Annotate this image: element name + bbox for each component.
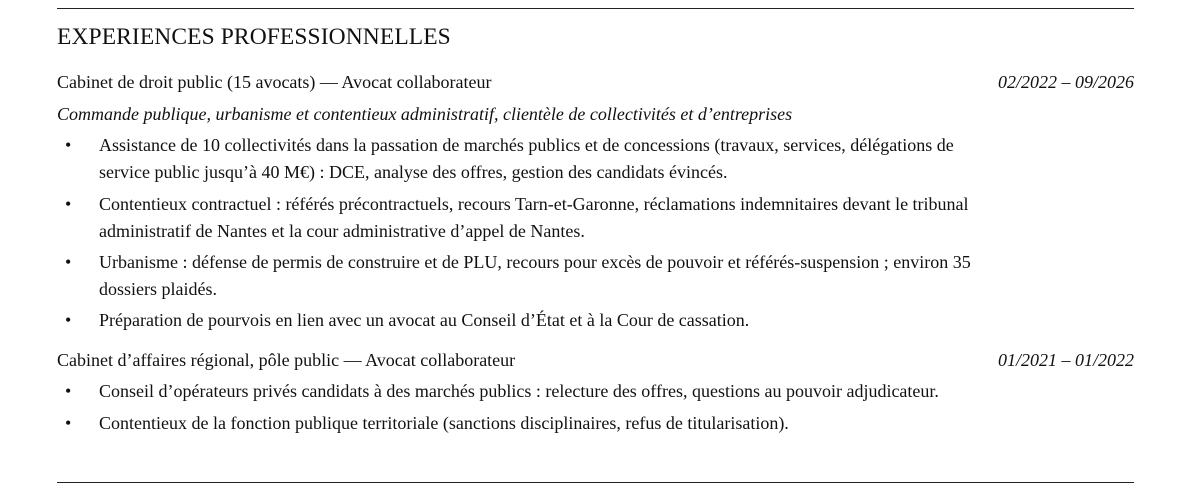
bullet-icon: • bbox=[65, 310, 72, 330]
job-bullet-list bbox=[57, 378, 997, 437]
list-item bbox=[57, 410, 997, 437]
job-dates: 02/2022 – 09/2026 bbox=[997, 72, 1134, 92]
bullet-icon: • bbox=[65, 252, 72, 272]
job-header bbox=[57, 350, 1134, 374]
bullet-icon: • bbox=[65, 413, 72, 433]
list-item bbox=[57, 249, 997, 303]
list-item-text: Contentieux de la fonction publique territoriale (sanctions disciplinaires, refus de titularisation). bbox=[99, 413, 789, 433]
list-item bbox=[57, 191, 997, 245]
section-title: EXPERIENCES PROFESSIONNELLES bbox=[57, 24, 451, 50]
list-item-text: Urbanisme : défense de permis de construire et de PLU, recours pour excès de pouvoir et référés-suspension ; environ 35 dossiers plaidés. bbox=[99, 252, 971, 299]
bullet-icon: • bbox=[65, 194, 72, 214]
job-subtitle: Commande publique, urbanisme et contentieux administratif, clientèle de collectivités et d’entreprises bbox=[57, 104, 793, 124]
list-item-text: Préparation de pourvois en lien avec un avocat au Conseil d’État et à la Cour de cassation. bbox=[99, 310, 750, 330]
job-header bbox=[57, 72, 1134, 96]
top-divider bbox=[57, 8, 1134, 9]
list-item-text: Conseil d’opérateurs privés candidats à des marchés publics : relecture des offres, questions au pouvoir adjudicateur. bbox=[99, 381, 939, 401]
bottom-divider bbox=[57, 482, 1134, 483]
list-item bbox=[57, 378, 997, 405]
bullet-icon: • bbox=[65, 381, 72, 401]
list-item bbox=[57, 307, 997, 334]
job-title: Cabinet d’affaires régional, pôle public — Avocat collaborateur bbox=[57, 350, 516, 370]
list-item-text: Assistance de 10 collectivités dans la passation de marchés publics et de concessions (travaux, services, délégations de service public jusqu’à 40 M€) : DCE, analyse des offres, gestion des candidats évincés. bbox=[99, 135, 954, 182]
bullet-icon: • bbox=[65, 135, 72, 155]
list-item-text: Contentieux contractuel : référés précontractuels, recours Tarn-et-Garonne, réclamations indemnitaires devant le tribunal administratif de Nantes et la cour administrative d’appel de Nantes. bbox=[99, 194, 969, 241]
job-bullet-list bbox=[57, 132, 997, 334]
list-item bbox=[57, 132, 997, 186]
job-title: Cabinet de droit public (15 avocats) — Avocat collaborateur bbox=[57, 72, 492, 92]
job-dates: 01/2021 – 01/2022 bbox=[997, 350, 1134, 370]
